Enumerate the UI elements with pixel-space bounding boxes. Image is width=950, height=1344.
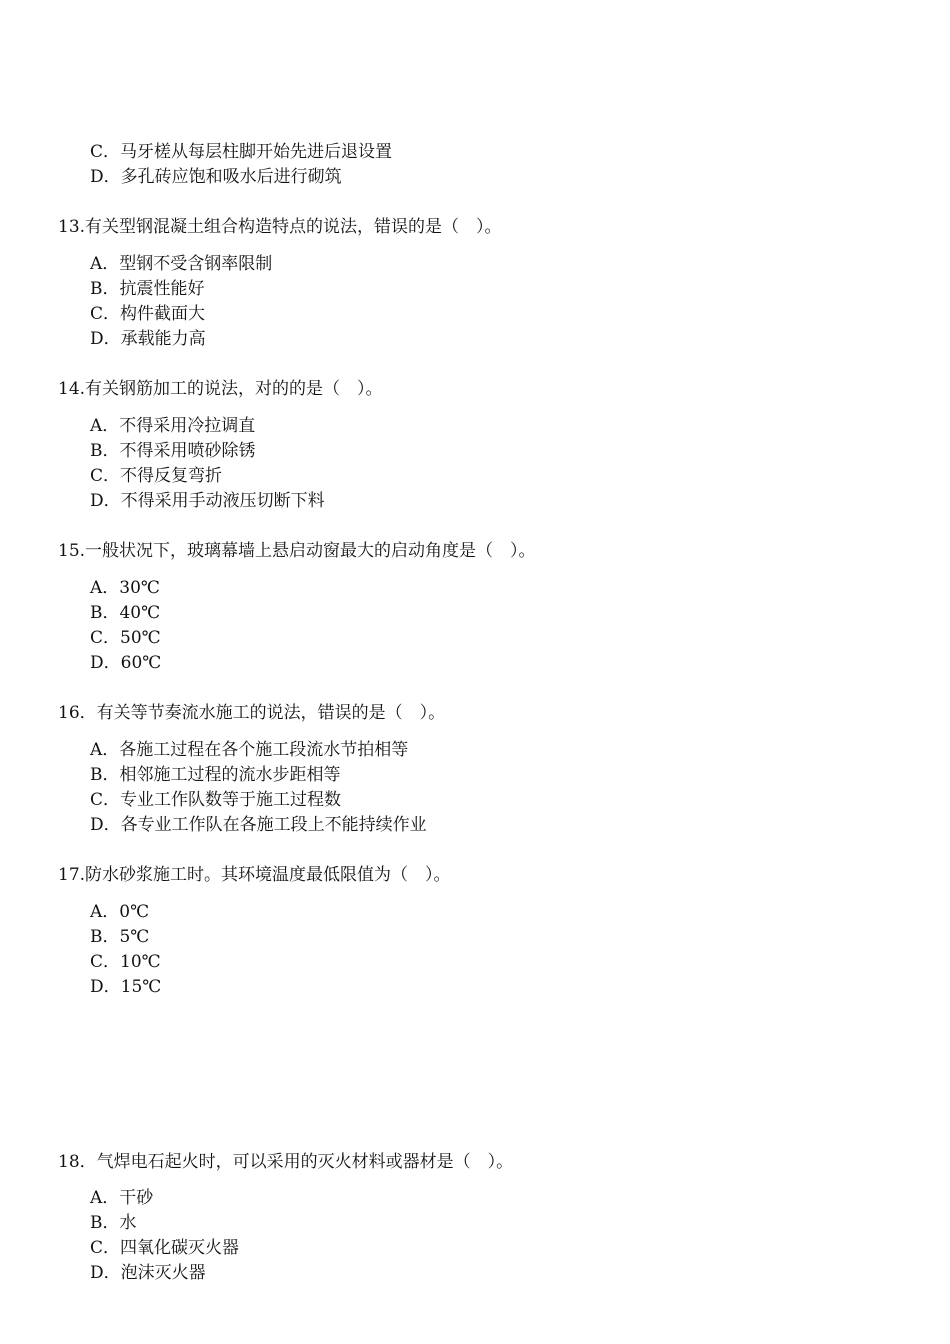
question-15-option-a: A．30℃	[90, 578, 160, 598]
question-15-option-d: D．60℃	[90, 653, 162, 673]
option-c-prev: C．马牙槎从每层柱脚开始先进后退设置	[90, 142, 393, 162]
question-14-stem: 14.有关钢筋加工的说法，对的的是（ ）。	[58, 379, 383, 399]
question-18-option-d: D．泡沫灭火器	[90, 1263, 206, 1283]
question-16-option-a: A．各施工过程在各个施工段流水节拍相等	[90, 740, 409, 760]
question-14-option-b: B．不得采用喷砂除锈	[90, 441, 256, 461]
question-13-option-a: A．型钢不受含钢率限制	[90, 254, 273, 274]
question-15-stem: 15.一般状况下，玻璃幕墙上悬启动窗最大的启动角度是（ ）。	[58, 541, 536, 561]
question-13-option-c: C．构件截面大	[90, 304, 206, 324]
question-16-option-b: B．相邻施工过程的流水步距相等	[90, 765, 341, 785]
question-17-option-b: B．5℃	[90, 927, 150, 947]
question-17-option-d: D．15℃	[90, 977, 162, 997]
question-18-option-b: B．水	[90, 1213, 137, 1233]
question-16-stem: 16．有关等节奏流水施工的说法，错误的是（ ）。	[58, 703, 446, 723]
question-16-option-d: D．各专业工作队在各施工段上不能持续作业	[90, 815, 427, 835]
question-14-option-d: D．不得采用手动液压切断下料	[90, 491, 325, 511]
question-13-stem: 13.有关型钢混凝土组合构造特点的说法，错误的是（ ）。	[58, 217, 502, 237]
question-17-stem: 17.防水砂浆施工时。其环境温度最低限值为（ ）。	[58, 865, 451, 885]
question-14-option-a: A．不得采用冷拉调直	[90, 416, 256, 436]
option-d-prev: D．多孔砖应饱和吸水后进行砌筑	[90, 167, 342, 187]
question-15-option-c: C．50℃	[90, 628, 161, 648]
question-14-option-c: C．不得反复弯折	[90, 466, 223, 486]
question-17-option-c: C．10℃	[90, 952, 161, 972]
question-13-option-d: D．承载能力高	[90, 329, 206, 349]
question-13-option-b: B．抗震性能好	[90, 279, 205, 299]
question-18-option-a: A．干砂	[90, 1188, 154, 1208]
question-16-option-c: C．专业工作队数等于施工过程数	[90, 790, 342, 810]
question-18-option-c: C．四氧化碳灭火器	[90, 1238, 240, 1258]
question-18-stem: 18．气焊电石起火时，可以采用的灭火材料或器材是（ ）。	[58, 1152, 514, 1172]
question-15-option-b: B．40℃	[90, 603, 161, 623]
question-17-option-a: A．0℃	[90, 902, 150, 922]
